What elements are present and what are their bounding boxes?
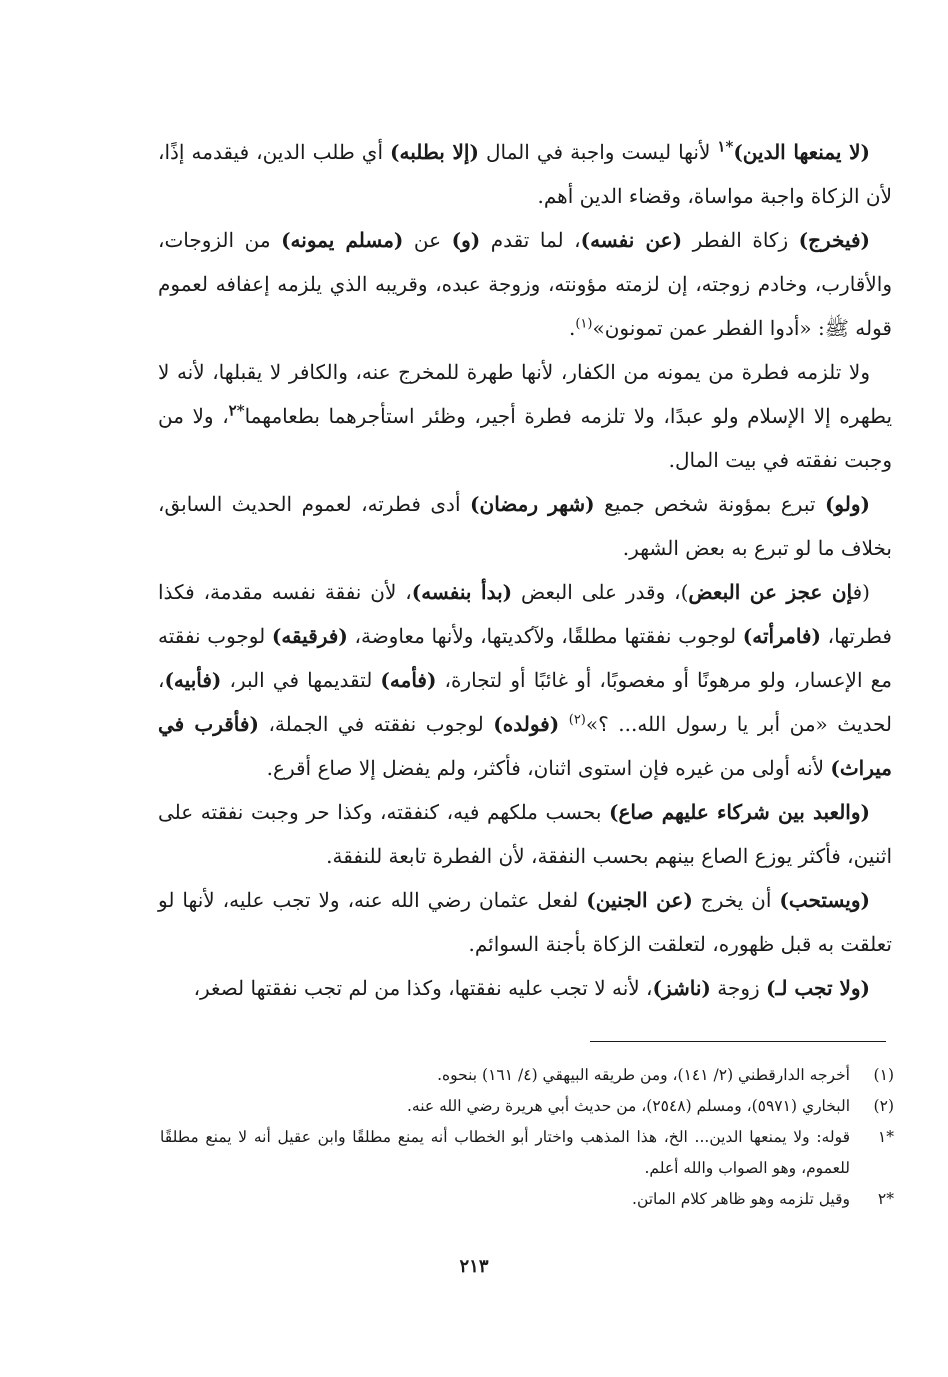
- paragraph: [158, 350, 892, 482]
- paragraph: [158, 966, 892, 1010]
- text-run: لوجوب نفقته مع الإعسار، ولو مرهونًا أو مغصوبًا، أو غائبًا أو لتجارة،: [158, 624, 892, 692]
- footnote-text: قوله: ولا يمنعها الدين... الخ، هذا المذهب واختار أبو الخطاب أنه يمنع مطلقًا وابن عقيل أنه لا يمنع مطلقًا للعموم، وهو الصواب والله أعلم.: [160, 1128, 850, 1177]
- bold-term: (عن نفسه): [580, 228, 683, 252]
- bold-term: (إلا بطلبه): [390, 140, 479, 164]
- text-run: لوجوب نفقته في الجملة،: [258, 712, 494, 736]
- bold-term: (مسلم يمونه): [281, 228, 404, 252]
- bold-term: (عن الجنين): [586, 888, 693, 912]
- footnote-reference: (٢): [568, 712, 586, 728]
- text-run: ، لحديث «من أبر يا رسول الله... ؟»: [158, 668, 893, 736]
- bold-term: (لا يمنعها الدين): [733, 140, 870, 164]
- footnote: [160, 1122, 894, 1184]
- bold-term: (ويستحب): [779, 888, 870, 912]
- bold-term: (شهر رمضان): [470, 492, 595, 516]
- text-run: بحسب ملكهم فيه، كنفقته، وكذا حر وجبت نفقته على اثنين، فأكثر يوزع الصاع بينهم بحسب النفقة، لأن الفطرة تابعة للنفقة.: [158, 800, 892, 868]
- footnote-text: البخاري (٥٩٧١)، ومسلم (٢٥٤٨)، من حديث أبي هريرة رضي الله عنه.: [406, 1097, 850, 1115]
- page-number: ٢١٣: [459, 1256, 489, 1277]
- footnote-text: وقيل تلزمه وهو ظاهر كلام الماتن.: [632, 1190, 850, 1208]
- text-run: ، لأنه لا تجب عليه نفقتها، وكذا من لم تجب نفقتها لصغر،: [193, 976, 653, 1000]
- paragraph: [158, 790, 892, 878]
- text-run: لوجوب نفقتها مطلقًا، ولآكديتها، ولأنها معاوضة،: [347, 624, 743, 648]
- text-run: أي طلب الدين، فيقدمه إذًا، لأن الزكاة واجبة مواساة، وقضاء الدين أهم.: [158, 140, 892, 208]
- footnote-divider: [590, 1041, 886, 1042]
- text-run: لتقديمها في البر،: [221, 668, 381, 692]
- footnotes: [160, 1060, 894, 1215]
- footnote: [160, 1091, 894, 1122]
- bold-term: (والعبد بين شركاء عليهم صاع): [609, 800, 870, 824]
- bold-term: (فامرأته): [742, 624, 821, 648]
- paragraph: [158, 218, 892, 350]
- text-run: ، لأن نفقة نفسه مقدمة، فكذا فطرتها،: [158, 580, 892, 648]
- text-run: ولا تلزمه فطرة من يمونه من الكفار، لأنها طهرة للمخرج عنه، والكافر لا يقبلها، لأنه لا يطهره إلا الإسلام ولو عبدًا، ولا تلزمه فطرة أجير، وظئر استأجرهما بطعامهما: [158, 360, 893, 428]
- text-run: .: [568, 316, 576, 340]
- footnote: [160, 1060, 894, 1091]
- footnote-number: (٢): [873, 1097, 894, 1115]
- bold-term: (فيخرج): [798, 228, 871, 252]
- footnote-number: *١: [877, 1128, 894, 1146]
- text-run: من الزوجات، والأقارب، وخادم زوجته، إن لزمته مؤونته، وزوجة عبده، وقريبه الذي يلزمه إعفافه لعموم قوله ﷺ: «أدوا الفطر عمن تمونون»: [158, 228, 892, 340]
- text-run: (ف: [852, 580, 870, 604]
- annotation-marker: *٢: [228, 401, 245, 420]
- footnote-reference: (١): [575, 316, 593, 332]
- text-run: تبرع بمؤونة شخص جميع: [594, 492, 825, 516]
- text-run: زوجة: [710, 976, 767, 1000]
- bold-term: (فأقرب في ميراث): [158, 712, 892, 780]
- annotation-marker: *١: [717, 137, 734, 156]
- footnote-text: أخرجه الدارقطني (٢/ ١٤١)، ومن طريقه البيهقي (٤/ ١٦١) بنحوه.: [437, 1066, 850, 1084]
- text-run: )، وقدر على البعض: [512, 580, 689, 604]
- paragraph: [158, 878, 892, 966]
- paragraph: [158, 130, 892, 218]
- text-run: لأنه أولى من غيره فإن استوى اثنان، فأكثر، ولم يفضل إلا صاع أقرع.: [266, 756, 831, 780]
- text-run: لفعل عثمان رضي الله عنه، ولا تجب عليه، لأنها لو تعلقت به قبل ظهوره، لتعلقت الزكاة بأجنة السوائم.: [158, 888, 892, 956]
- footnote: [160, 1184, 894, 1215]
- bold-term: (ناشز): [652, 976, 711, 1000]
- bold-term: (ولا تجب لـ): [766, 976, 870, 1000]
- footnote-number: *٢: [877, 1190, 894, 1208]
- bold-term: (ولو): [824, 492, 870, 516]
- main-text: [158, 130, 892, 1010]
- text-run: ، لما تقدم: [480, 228, 581, 252]
- bold-term: (و): [451, 228, 481, 252]
- bold-term: إن عجز عن البعض: [688, 580, 853, 604]
- paragraph: [158, 570, 892, 790]
- text-run: [559, 712, 569, 736]
- text-run: ، ولا من وجبت نفقته في بيت المال.: [158, 404, 892, 472]
- text-run: أن يخرج: [692, 888, 780, 912]
- text-run: أدى فطرته، لعموم الحديث السابق، بخلاف ما لو تبرع به بعض الشهر.: [158, 492, 892, 560]
- text-run: عن: [403, 228, 452, 252]
- footnote-number: (١): [873, 1066, 894, 1084]
- text-run: زكاة الفطر: [682, 228, 799, 252]
- paragraph: [158, 482, 892, 570]
- bold-term: (بدأ بنفسه): [411, 580, 513, 604]
- bold-term: (فأبيه): [164, 668, 222, 692]
- bold-term: (فأمه): [380, 668, 437, 692]
- bold-term: (فولده): [493, 712, 560, 736]
- bold-term: (فرقيقه): [271, 624, 348, 648]
- text-run: لأنها ليست واجبة في المال: [478, 140, 718, 164]
